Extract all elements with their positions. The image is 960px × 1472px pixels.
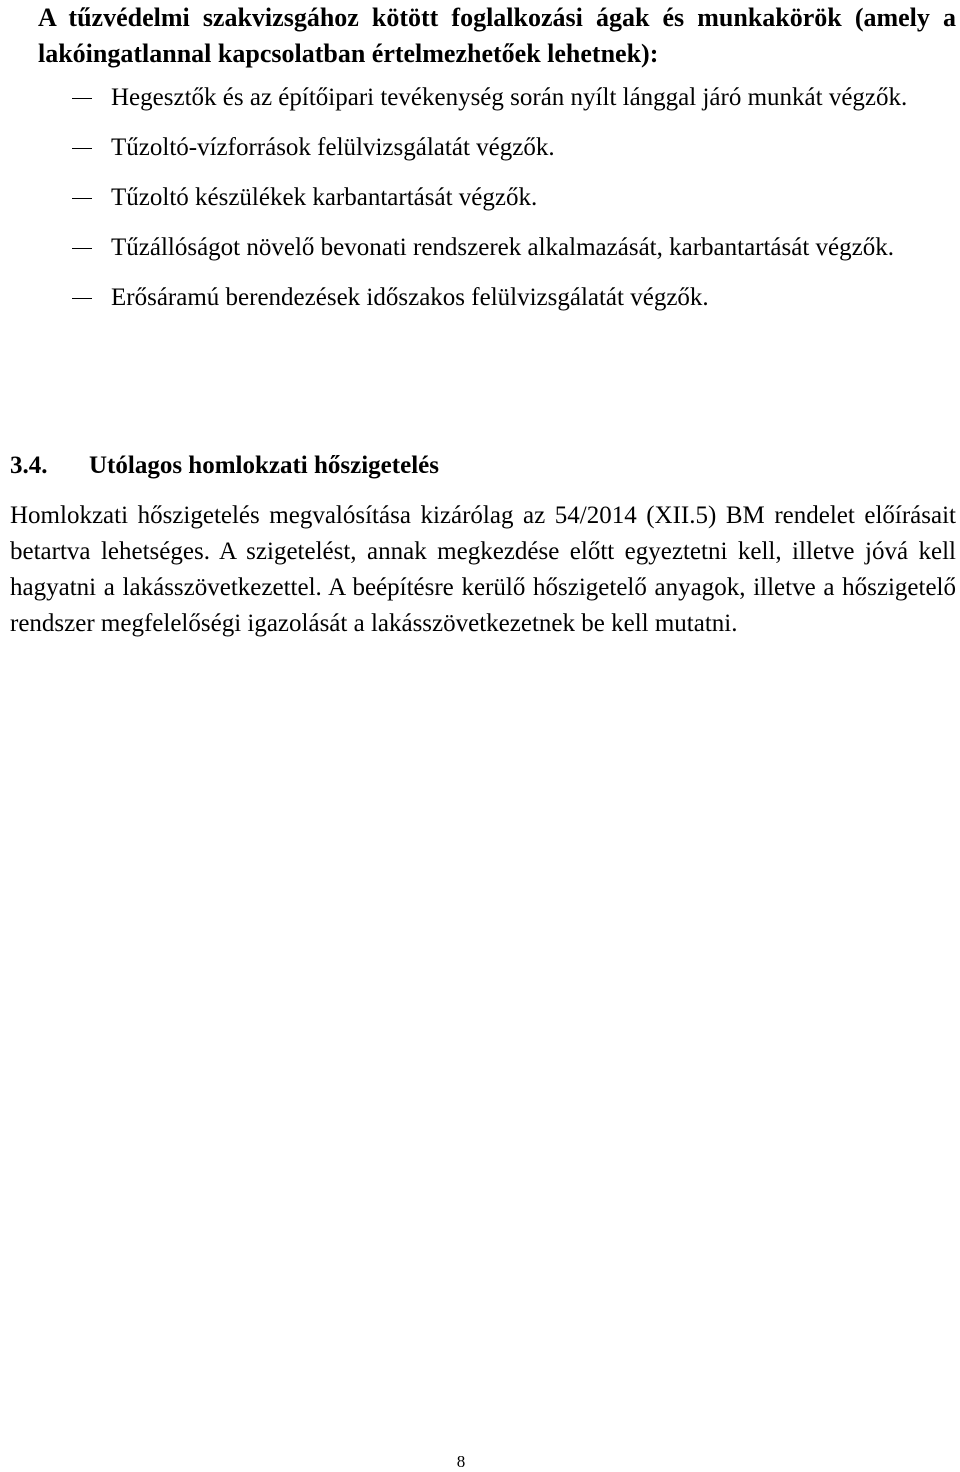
page-number: 8 xyxy=(456,1452,466,1471)
intro-heading: A tűzvédelmi szakvizsgához kötött foglalkozási ágak és munkakörök (amely a lakóingatlannal kapcsolatban értelmezhetőek lehetnek): xyxy=(38,3,956,68)
list-item xyxy=(0,180,960,216)
occupation-list xyxy=(0,80,960,330)
list-item xyxy=(0,130,960,166)
section-number: 3.4. xyxy=(10,452,48,479)
list-item xyxy=(0,80,960,116)
list-item-text: Tűzoltó készülékek karbantartását végzők. xyxy=(111,184,538,211)
dash-bullet-icon xyxy=(72,198,92,199)
dash-bullet-icon xyxy=(72,98,92,99)
section-title: Utólagos homlokzati hőszigetelés xyxy=(89,452,439,479)
section-paragraph: Homlokzati hőszigetelés megvalósítása kizárólag az 54/2014 (XII.5) BM rendelet előírásait betartva lehetséges. A szigetelést, annak megkezdése előtt egyeztetni kell, illetve jóvá kell hagyatni a lakásszövetkezettel. A beépítésre kerülő hőszigetelő anyagok, illetve a hőszigetelő rendszer megfelelőségi igazolását a lakásszövetkezetnek be kell mutatni. xyxy=(10,502,956,637)
section-heading xyxy=(10,448,439,484)
list-item-text: Tűzállóságot növelő bevonati rendszerek alkalmazását, karbantartását végzők. xyxy=(111,234,894,261)
list-item xyxy=(0,280,960,316)
list-item-text: Hegesztők és az építőipari tevékenység során nyílt lánggal járó munkát végzők. xyxy=(111,84,908,111)
list-item-text: Tűzoltó-vízforrások felülvizsgálatát végzők. xyxy=(111,134,555,161)
dash-bullet-icon xyxy=(72,148,92,149)
list-item-text: Erősáramú berendezések időszakos felülvizsgálatát végzők. xyxy=(111,284,709,311)
list-item xyxy=(0,230,960,266)
dash-bullet-icon xyxy=(72,248,92,249)
dash-bullet-icon xyxy=(72,298,92,299)
